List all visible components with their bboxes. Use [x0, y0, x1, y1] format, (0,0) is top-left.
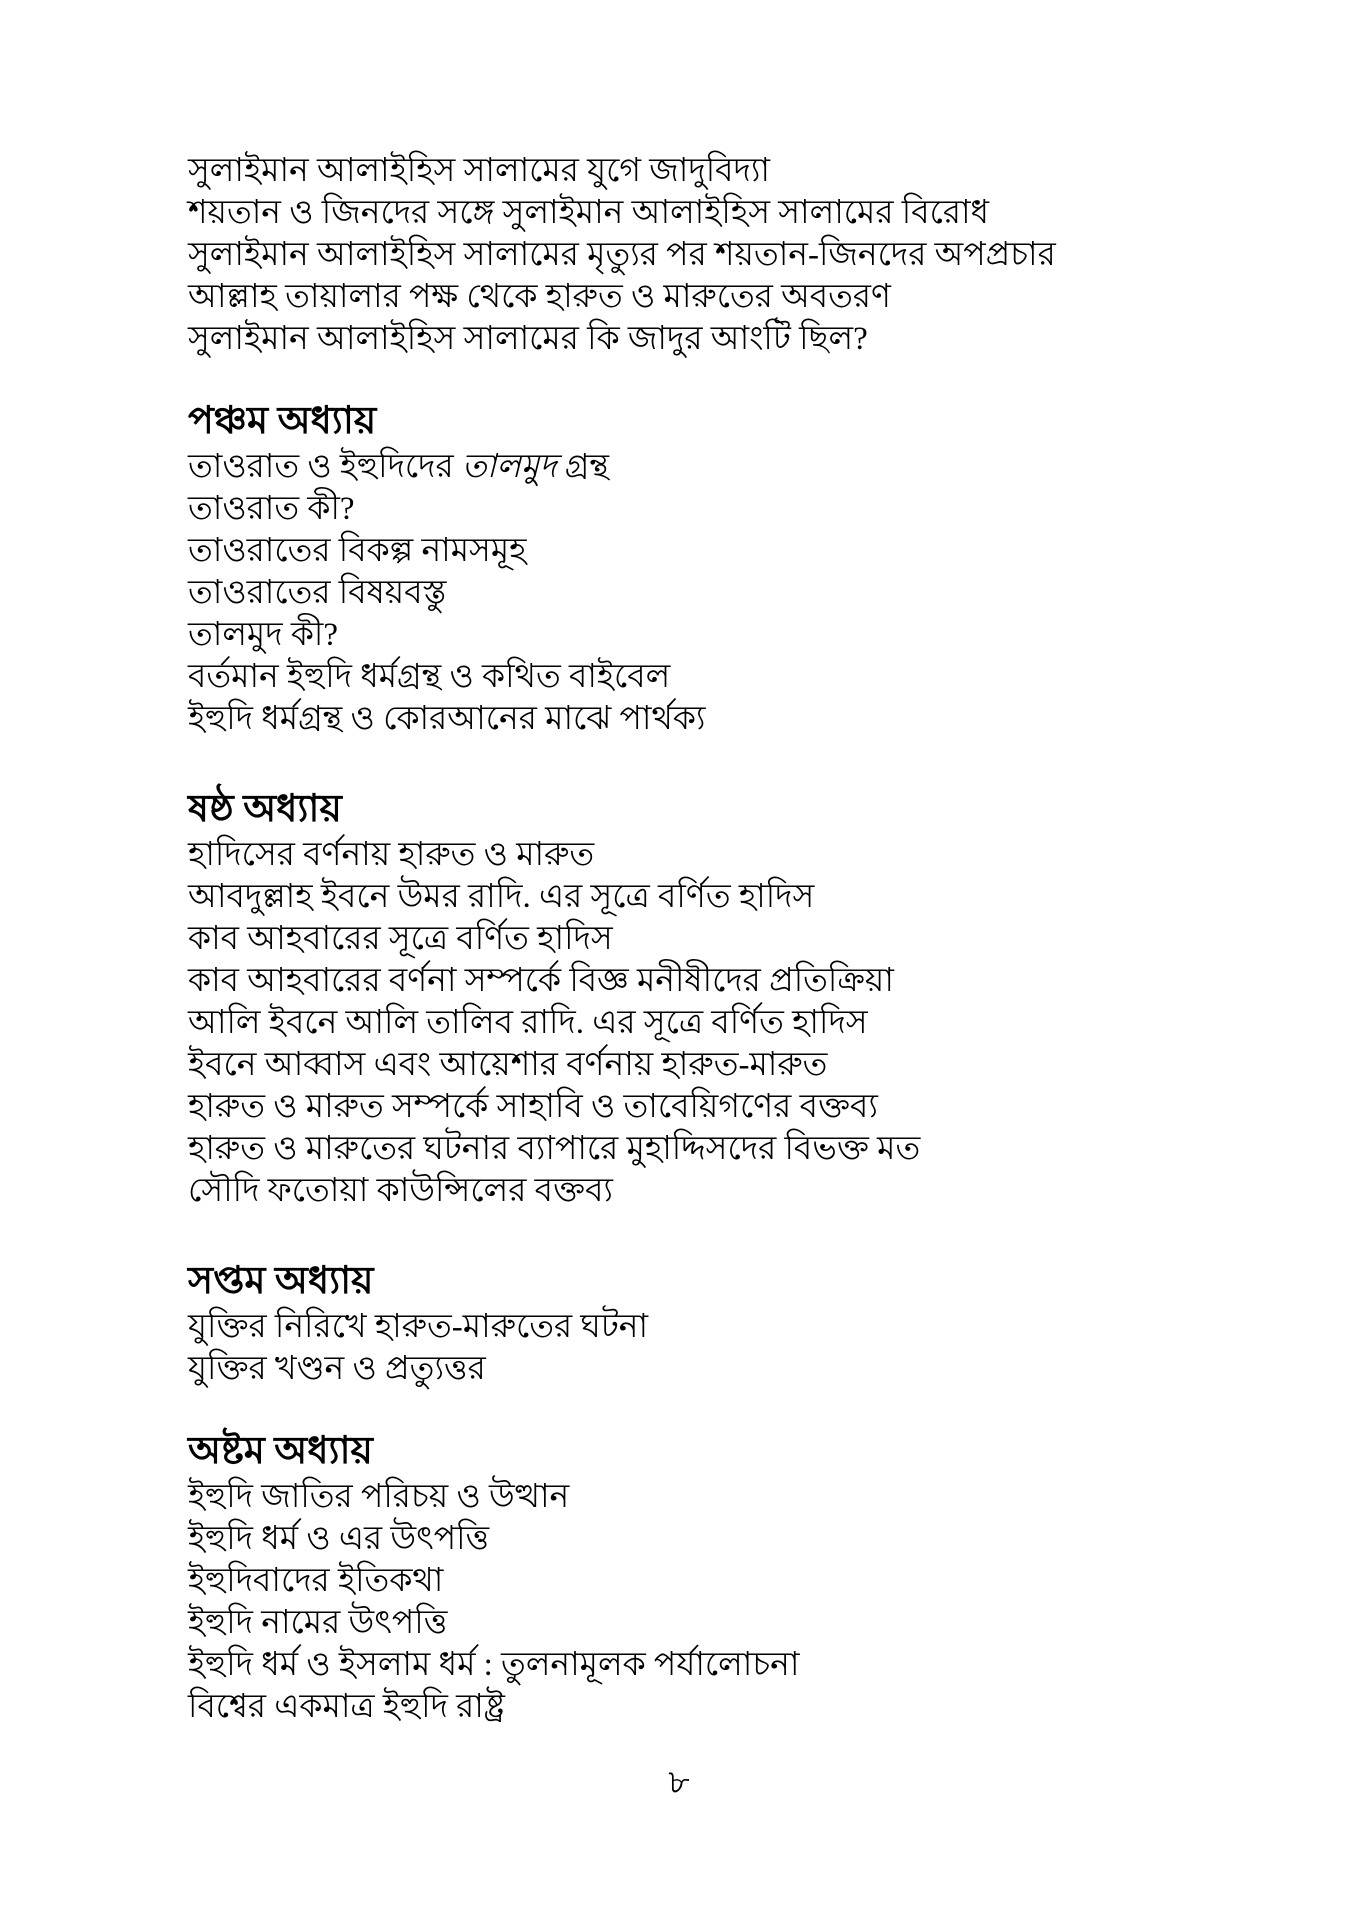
toc-entry: তাওরাত কী? [188, 491, 355, 527]
toc-entry-text: তাওরাত ও ইহুদিদের [188, 449, 462, 485]
toc-entry: তাওরাতের বিষয়বস্তু [188, 575, 447, 611]
toc-entry: তালমুদ কী? [188, 617, 339, 653]
chapter-heading: ষষ্ঠ অধ্যায় [188, 788, 342, 830]
chapter-heading: অষ্টম অধ্যায় [188, 1430, 373, 1472]
toc-entry: ইহুদি ধর্ম ও ইসলাম ধর্ম : তুলনামূলক পর্যালোচনা [188, 1647, 800, 1683]
toc-entry: কাব আহবারের সূত্রে বর্ণিত হাদিস [188, 921, 613, 957]
toc-entry: যুক্তির নিরিখে হারুত-মারুতের ঘটনা [188, 1309, 649, 1345]
toc-entry: ইহুদি ধর্ম ও এর উৎপত্তি [188, 1521, 490, 1557]
toc-entry-italic-text: তালমুদ [461, 449, 557, 485]
toc-entry: হারুত ও মারুতের ঘটনার ব্যাপারে মুহাদ্দিসদের বিভক্ত মত [188, 1131, 921, 1167]
toc-entry: বর্তমান ইহুদি ধর্মগ্রন্থ ও কথিত বাইবেল [188, 659, 671, 695]
toc-entry: সুলাইমান আলাইহিস সালামের যুগে জাদুবিদ্যা [188, 153, 770, 189]
chapter-heading: সপ্তম অধ্যায় [188, 1260, 374, 1302]
toc-entry: ইহুদি ধর্মগ্রন্থ ও কোরআনের মাঝে পার্থক্য [188, 701, 706, 737]
toc-entry-text: গ্রন্থ [556, 449, 609, 485]
toc-entry: সুলাইমান আলাইহিস সালামের কি জাদুর আংটি ছিল? [188, 321, 868, 357]
toc-entry: ইহুদি জাতির পরিচয় ও উত্থান [188, 1479, 570, 1515]
toc-entry: বিশ্বের একমাত্র ইহুদি রাষ্ট্র [188, 1689, 505, 1725]
page-number: ৮ [668, 1765, 690, 1801]
toc-entry: যুক্তির খণ্ডন ও প্রত্যুত্তর [188, 1351, 486, 1387]
toc-entry: হাদিসের বর্ণনায় হারুত ও মারুত [188, 837, 595, 873]
toc-entry [188, 446, 1298, 488]
toc-entry: ইবনে আব্বাস এবং আয়েশার বর্ণনায় হারুত-মারুত [188, 1047, 828, 1083]
toc-entry: আবদুল্লাহ ইবনে উমর রাদি. এর সূত্রে বর্ণিত হাদিস [188, 879, 815, 915]
toc-entry: কাব আহবারের বর্ণনা সম্পর্কে বিজ্ঞ মনীষীদের প্রতিক্রিয়া [188, 963, 894, 999]
toc-entry: আলি ইবনে আলি তালিব রাদি. এর সূত্রে বর্ণিত হাদিস [188, 1005, 868, 1041]
chapter-heading: পঞ্চম অধ্যায় [188, 400, 377, 442]
toc-entry: ইহুদি নামের উৎপত্তি [188, 1605, 448, 1641]
toc-entry: ইহুদিবাদের ইতিকথা [188, 1563, 444, 1599]
toc-entry: তাওরাতের বিকল্প নামসমূহ [188, 533, 527, 569]
table-of-contents [188, 150, 1298, 1728]
toc-entry: হারুত ও মারুত সম্পর্কে সাহাবি ও তাবেয়িগণের বক্তব্য [188, 1089, 878, 1125]
toc-entry: সৌদি ফতোয়া কাউন্সিলের বক্তব্য [188, 1173, 613, 1209]
toc-entry: শয়তান ও জিনদের সঙ্গে সুলাইমান আলাইহিস সালামের বিরোধ [188, 195, 990, 231]
toc-entry: আল্লাহ তায়ালার পক্ষ থেকে হারুত ও মারুতের অবতরণ [188, 279, 891, 315]
toc-entry: সুলাইমান আলাইহিস সালামের মৃত্যুর পর শয়তান-জিনদের অপপ্রচার [188, 237, 1056, 273]
